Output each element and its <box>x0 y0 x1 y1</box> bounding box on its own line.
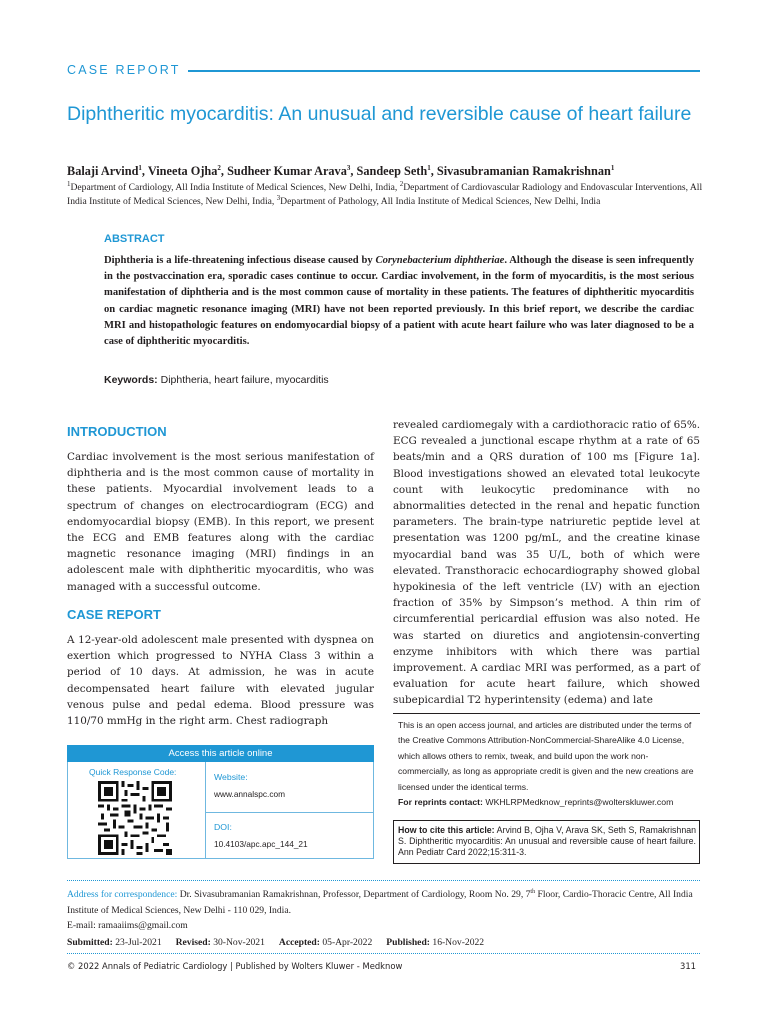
author-name: Sudheer Kumar Arava <box>227 164 347 178</box>
citation-text: How to cite this article: Arvind B, Ojha V, Arava SK, Seth S, Ramakrishnan S. Diphtheritic myocarditis: An unusual and reversible cause of heart failure. Ann Pediatr Card 2022;15:311-3. <box>398 825 696 858</box>
correspondence-address: Address for correspondence: Dr. Sivasubramanian Ramakrishnan, Professor, Department of Cardiology, Room No. 29, 7th Floor, Cardio-Thoracic Centre, All India Institute of Medical Sciences, New Delhi - 110 029, India. E-mail: ramaaiims@gmail.com <box>67 888 693 932</box>
license-text: This is an open access journal, and articles are distributed under the terms of the Creative Commons Attribution-NonCommercial-ShareAlike 4.0 License, which allows others to remix, tweak, and build upon the work non-commercially, as long as appropriate credit is given and the new creations are licensed under the identical terms. <box>398 720 694 792</box>
qr-code-icon[interactable] <box>98 781 172 855</box>
case-report-heading: CASE REPORT <box>67 607 161 622</box>
introduction-heading: INTRODUCTION <box>67 424 167 439</box>
access-box-title: Access this article online <box>67 745 374 762</box>
reprints-contact: For reprints contact: WKHLRPMedknow_reprints@wolterskluwer.com <box>398 797 674 807</box>
article-title: Diphtheritic myocarditis: An unusual and reversible cause of heart failure <box>67 103 692 125</box>
license-rule <box>393 713 700 714</box>
author-name: Vineeta Ojha <box>147 164 218 178</box>
abstract-heading: ABSTRACT <box>104 233 165 245</box>
author-list: Balaji Arvind$^1$, Vineeta Ojha$^2$, Sudheer Kumar Arava$^3$, Sandeep Seth$^1$, Sivasubramanian Ramakrishnan$^1$ <box>67 163 615 178</box>
access-box-divider <box>205 762 206 859</box>
access-box-divider <box>205 812 374 813</box>
author-name: Sivasubramanian Ramakrishnan <box>436 164 611 178</box>
website-label: Website: <box>214 772 248 782</box>
qr-label: Quick Response Code: <box>89 767 177 777</box>
case-report-continued-text: revealed cardiomegaly with a cardiothoracic ratio of 65%. ECG revealed a junctional escape rhythm at a rate of 65 beats/min and a QRS duration of 100 ms [Figure 1a]. Blood investigations showed an elevated total leukocyte count with leukocytic predominance with no abnormalities detected in the renal and hepatic function parameters. The brain-type natriuretic peptide level at presentation was 1200 pg/mL, and the creatine kinase myocardial band was 35 U/L, both of which were elevated. Transthoracic echocardiography showed global hypokinesia of the left ventricle (LV) with an ejection fraction of 35% by Simpson’s method. A thin rim of circumferential pericardial effusion was also noted. He was started on diuretics and angiotensin-converting enzyme inhibitors with which there was partial improvement. A cardiac MRI was performed, as a part of evaluation for acute heart failure, which showed subepicardial T2 hyperintensity (edema) and late <box>393 419 700 707</box>
keywords: Keywords: Diphtheria, heart failure, myocarditis <box>104 374 329 386</box>
doi-label: DOI: <box>214 822 232 832</box>
page-number: 311 <box>680 961 696 971</box>
author-name: Sandeep Seth <box>356 164 428 178</box>
author-name: Balaji Arvind <box>67 164 139 178</box>
doi-link[interactable]: 10.4103/apc.apc_144_21 <box>214 839 308 849</box>
reprints-email-link[interactable]: WKHLRPMedknow_reprints@wolterskluwer.com <box>485 797 674 807</box>
article-dates: Submitted: 23-Jul-2021 Revised: 30-Nov-2021 Accepted: 05-Apr-2022 Published: 16-Nov-2022 <box>67 937 485 948</box>
introduction-text: Cardiac involvement is the most serious manifestation of diphtheria and is the most common cause of mortality in these patients. Myocardial involvement leads to a spectrum of changes on electrocardiogram (ECG) and endomyocardial biopsy (EMB). In this report, we present the ECG and EMB features along with the cardiac magnetic resonance imaging (MRI) findings in an adolescent male with diphtheritic myocarditis, who was managed with a successful outcome. <box>67 451 374 593</box>
abstract-text: Diphtheria is a life-threatening infectious disease caused by Corynebacterium diphtheriae. Although the disease is seen infrequently in the postvaccination era, sporadic cases continue to occur. Cardiac involvement, in the form of myocarditis, is the most serious manifestation of diphtheria and is the most common cause of mortality in these patients. The features of diphtheritic myocarditis on cardiac magnetic resonance imaging (MRI) have not been reported previously. In this brief report, we describe the cardiac MRI and histopathologic features on endomyocardial biopsy of a patient with acute heart failure who was later diagnosed to be a case of diphtheritic myocarditis. <box>104 255 695 348</box>
section-label: CASE REPORT <box>67 63 181 77</box>
website-link[interactable]: www.annalspc.com <box>214 789 286 799</box>
footer-rule <box>67 953 700 954</box>
footer-copyright: © 2022 Annals of Pediatric Cardiology | Published by Wolters Kluwer - Medknow <box>67 961 403 971</box>
email-link[interactable]: E-mail: ramaaiims@gmail.com <box>67 920 188 932</box>
affiliations: $^1$Department of Cardiology, All India Institute of Medical Sciences, New Delhi, India, $^2$Department of Cardiovascular Radiology and Endovascular Interventions, All India Institute of Medical Sciences, New Delhi, India, $^3$Department of Pathology, All India Institute of Medical Sciences, New Delhi, India <box>67 179 703 207</box>
address-rule <box>67 880 700 881</box>
section-rule <box>188 70 700 72</box>
case-report-text: A 12-year-old adolescent male presented with dyspnea on exertion which progressed to NYHA Class 3 within a period of 10 days. At admission, he was in acute decompensated heart failure with elevated jugular venous pulse and pedal edema. Blood pressure was 110/70 mmHg in the right arm. Chest radiograph <box>67 634 374 728</box>
